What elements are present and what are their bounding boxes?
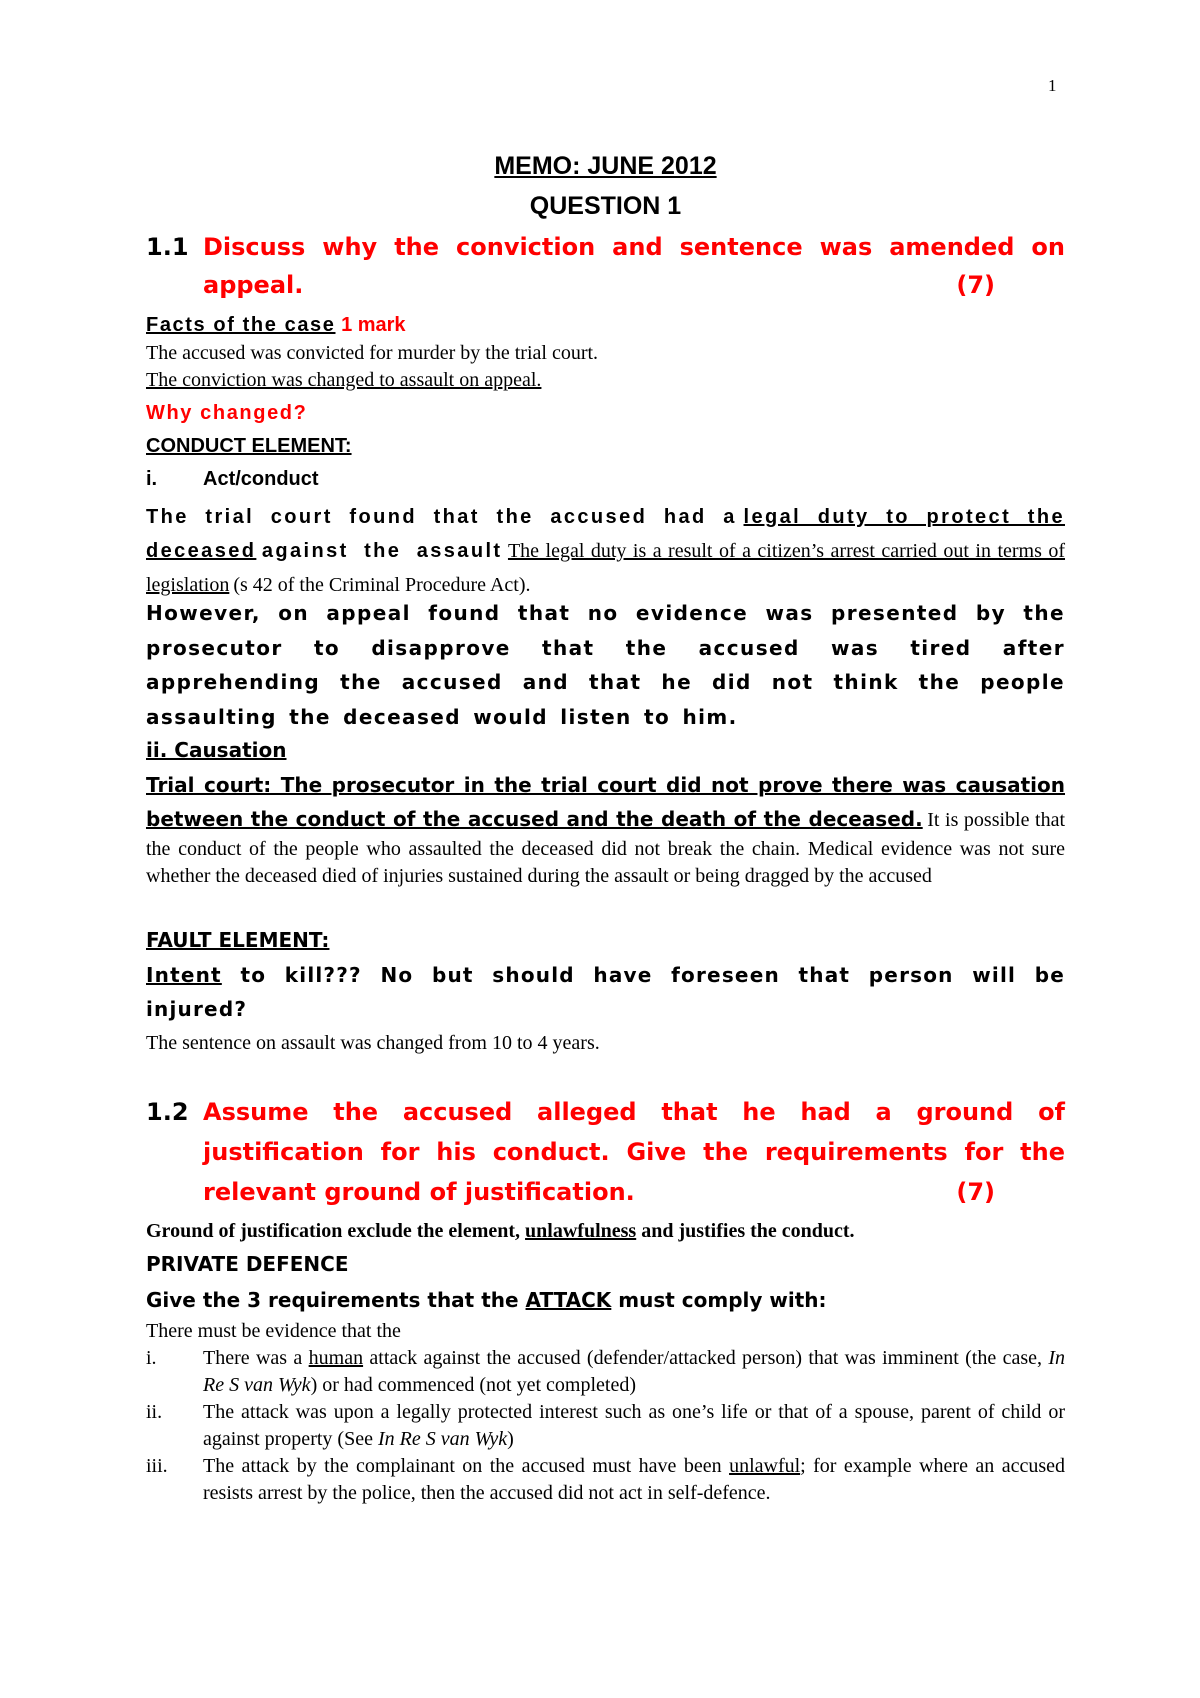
question-1-2-number: 1.2	[146, 1098, 189, 1126]
question-1-2-text: Assume the accused alleged that he had a ground of justification for his conduct. Give the requirements for the relevant ground of justification.	[203, 1098, 1065, 1206]
evidence-intro: There must be evidence that the	[146, 1320, 401, 1342]
appeal-paragraph: However, on appeal found that no evidence was presented by the prosecutor to disapprove that the accused was tired after apprehending the accused and that he did not think the people assaulting the deceased would listen to him.	[146, 601, 1065, 729]
question-1-2	[146, 1092, 1065, 1212]
facts-heading	[146, 312, 1065, 338]
intent-paragraph: Intent to kill??? No but should have foreseen that person will be injured?	[146, 963, 1065, 1021]
memo-title: MEMO: JUNE 2012	[494, 152, 717, 180]
causation-heading: ii. Causation	[146, 738, 287, 762]
page-number: 1	[1048, 76, 1057, 95]
trial-court-paragraph: The trial court found that the accused had a legal duty to protect the deceased against the assault The legal duty is a result of a citizen’s arrest carried out in terms of legislation (s 42 of the Criminal Procedure Act).	[146, 506, 1066, 596]
facts-mark: 1 mark	[341, 314, 406, 336]
question-1-1	[146, 228, 1065, 304]
facts-line-1: The accused was convicted for murder by the trial court.	[146, 342, 599, 364]
question-1-1-text: Discuss why the conviction and sentence was amended on appeal.	[203, 233, 1065, 299]
requirements-list	[146, 1345, 1065, 1507]
conduct-element-heading: CONDUCT ELEMENT:	[146, 435, 352, 457]
question-heading: QUESTION 1	[529, 192, 682, 220]
sentence-line: The sentence on assault was changed from 10 to 4 years.	[146, 1032, 600, 1054]
private-defence-heading: PRIVATE DEFENCE	[146, 1252, 349, 1276]
facts-label: Facts of the case	[146, 314, 336, 336]
list-item: ii. The attack was upon a legally protected interest such as one’s life or that of a spouse, parent of child or against property (See In Re S van Wyk)	[146, 1401, 1065, 1450]
facts-line-2: The conviction was changed to assault on appeal.	[146, 369, 542, 391]
attack-requirements-heading: Give the 3 requirements that the ATTACK must comply with:	[146, 1288, 827, 1312]
ground-of-justification: Ground of justification exclude the element, unlawfulness and justifies the conduct.	[146, 1220, 855, 1242]
list-item: iii. The attack by the complainant on the accused must have been unlawful; for example where an accused resists arrest by the police, then the accused did not act in self-defence.	[146, 1455, 1065, 1504]
question-1-1-number: 1.1	[146, 233, 189, 261]
causation-paragraph: Trial court: The prosecutor in the trial court did not prove there was causation between the conduct of the accused and the death of the deceased. It is possible that the conduct of the people who assaulted the deceased did not break the chain. Medical evidence was not sure whether the deceased died of injuries sustained during the assault or being dragged by the accused	[146, 773, 1066, 887]
why-changed: Why changed?	[146, 402, 308, 424]
fault-element-heading: FAULT ELEMENT:	[146, 928, 330, 952]
question-1-2-marks: (7)	[956, 1178, 995, 1206]
act-conduct-heading: i. Act/conduct	[146, 468, 319, 490]
list-item: i. There was a human attack against the accused (defender/attacked person) that was imminent (the case, In Re S van Wyk) or had commenced (not yet completed)	[146, 1347, 1065, 1396]
question-1-1-marks: (7)	[956, 271, 995, 299]
